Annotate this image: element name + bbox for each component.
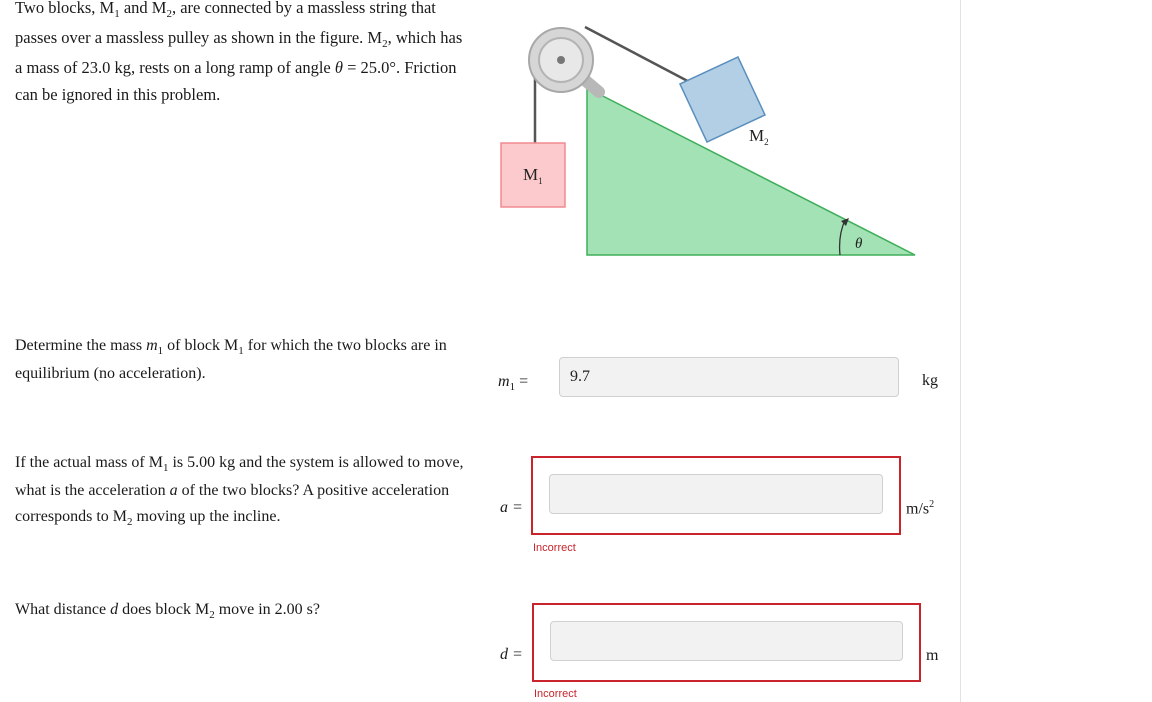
incline-pulley-figure bbox=[495, 18, 925, 273]
d-status-incorrect: Incorrect bbox=[534, 688, 577, 700]
a-unit: $m/s^2$ bbox=[906, 499, 935, 518]
m1-equation-label: $m_1$ = bbox=[498, 373, 529, 393]
question-2-text: If the actual mass of $M_1$ is 5.00 kg and the system is allowed to move, what is the acceleration a of the two blocks? A positive acceleration corresponds to $M_2$ moving up the incline. bbox=[15, 454, 464, 528]
a-answer-field[interactable] bbox=[549, 474, 883, 514]
block-m1-label: $M_1$ bbox=[523, 165, 543, 186]
d-equation-label: d = bbox=[500, 646, 523, 663]
m1-unit: kg bbox=[922, 372, 938, 389]
m1-answer-field[interactable]: 9.7 bbox=[559, 357, 899, 397]
right-divider bbox=[960, 0, 961, 702]
d-answer-field[interactable] bbox=[550, 621, 903, 661]
a-status-incorrect: Incorrect bbox=[533, 542, 576, 554]
problem-statement: Two blocks, $M_1$ and $M_2$, are connected by a massless string that passes over a massless pulley as shown in the figure. $M_2$, which has a mass of 23.0 kg, rests on a long ramp of angle θ = 25.0°. Friction can be ignored in this problem. bbox=[15, 0, 463, 104]
pulley-axle bbox=[557, 56, 565, 64]
a-equation-label: a = bbox=[500, 499, 523, 516]
angle-label: θ bbox=[855, 236, 863, 252]
figure-svg bbox=[495, 18, 925, 268]
d-unit: m bbox=[926, 647, 939, 664]
block-m2-label: $M_2$ bbox=[749, 126, 769, 147]
question-3-text: What distance d does block $M_2$ move in 2.00 s? bbox=[15, 601, 321, 621]
question-1-text: Determine the mass $m_1$ of block $M_1$ for which the two blocks are in equilibrium (no acceleration). bbox=[15, 337, 447, 382]
